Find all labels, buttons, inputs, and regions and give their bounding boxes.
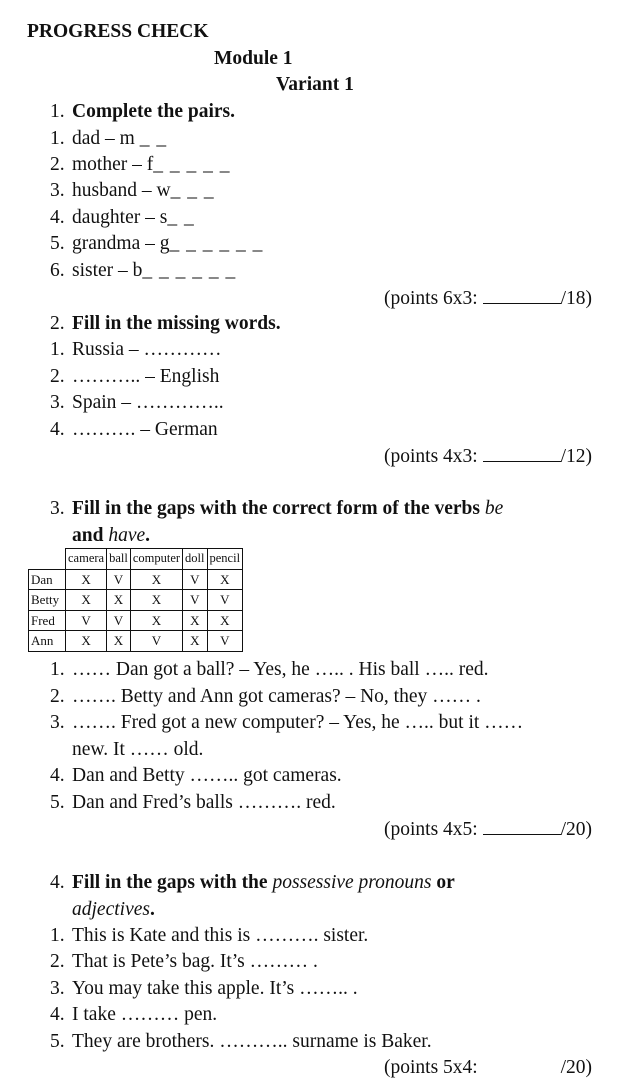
- section1-heading: [50, 99, 235, 126]
- column-header: pencil: [207, 549, 243, 570]
- section1-title: Complete the pairs.: [72, 101, 236, 122]
- table-row: [29, 610, 243, 631]
- list-item: 5. Dan and Fred’s balls ………. red.: [50, 792, 336, 813]
- list-item: 3. You may take this apple. It’s …….. .: [50, 978, 358, 999]
- table-cell: V: [66, 610, 107, 631]
- answer-blank[interactable]: _ _: [167, 207, 195, 228]
- row-name: Ann: [29, 631, 66, 652]
- column-header: camera: [66, 549, 107, 570]
- answer-blank[interactable]: _ _ _: [170, 180, 215, 201]
- list-item: 3. Spain – …………..: [50, 392, 224, 413]
- list-item: 5. grandma – g_ _ _ _ _ _: [50, 233, 264, 254]
- section2-title: Fill in the missing words.: [72, 313, 281, 334]
- score-blank[interactable]: [483, 447, 561, 462]
- table-cell: V: [107, 569, 131, 590]
- table-header-row: [29, 549, 243, 570]
- list-item: 4. ………. – German: [50, 419, 218, 440]
- section3-heading: 3. Fill in the gaps with the correct form of the verbs be: [50, 498, 504, 519]
- table-row: [29, 590, 243, 611]
- list-item: 2. ……. Betty and Ann got cameras? – No, they …… .: [50, 686, 481, 707]
- table-cell: X: [107, 631, 131, 652]
- section3-heading-line2: and have.: [72, 525, 151, 546]
- module-label: Module 1: [214, 48, 293, 69]
- table-cell: V: [207, 631, 243, 652]
- points-line: (points 4x3: /12): [384, 446, 593, 467]
- ownership-table: [28, 548, 243, 652]
- points-line: (points 6x3: /18): [384, 288, 593, 309]
- answer-blank[interactable]: _ _: [139, 128, 168, 149]
- row-name: Fred: [29, 610, 66, 631]
- score-blank[interactable]: [483, 1058, 561, 1073]
- answer-blank[interactable]: _ _ _ _ _: [153, 154, 231, 175]
- list-item: 3. ……. Fred got a new computer? – Yes, he ….. but it ……: [50, 712, 524, 733]
- list-item: 1. dad – m _ _: [50, 128, 168, 149]
- table-cell: X: [130, 569, 182, 590]
- page-title: PROGRESS CHECK: [27, 21, 209, 42]
- table-cell: X: [207, 569, 243, 590]
- score-blank[interactable]: [483, 820, 561, 835]
- section4-heading: 4. Fill in the gaps with the possessive pronouns or: [50, 872, 455, 893]
- table-cell: X: [66, 590, 107, 611]
- table-cell: X: [66, 569, 107, 590]
- answer-blank[interactable]: _ _ _ _ _ _: [142, 260, 237, 281]
- points-line: (points 5x4: /20): [384, 1057, 593, 1078]
- table-cell: X: [130, 590, 182, 611]
- list-item: 3. husband – w_ _ _: [50, 180, 215, 201]
- list-item: 1. …… Dan got a ball? – Yes, he ….. . His ball ….. red.: [50, 659, 489, 680]
- table-cell: V: [130, 631, 182, 652]
- table-row: [29, 631, 243, 652]
- points-line: (points 4x5: /20): [384, 819, 593, 840]
- table-cell: X: [183, 610, 207, 631]
- column-header: computer: [130, 549, 182, 570]
- list-item: 2. mother – f_ _ _ _ _: [50, 154, 231, 175]
- list-item: 6. sister – b_ _ _ _ _ _: [50, 260, 237, 281]
- column-header: ball: [107, 549, 131, 570]
- section1-number: 1.: [50, 101, 65, 122]
- list-item: 2. That is Pete’s bag. It’s ……… .: [50, 951, 318, 972]
- list-item: 1. Russia – …………: [50, 339, 222, 360]
- list-item: 1. This is Kate and this is ………. sister.: [50, 925, 369, 946]
- list-item: 5. They are brothers. ……….. surname is Baker.: [50, 1031, 432, 1052]
- section2-heading: 2. Fill in the missing words.: [50, 313, 281, 334]
- list-item: 4. I take ……… pen.: [50, 1004, 218, 1025]
- row-name: Dan: [29, 569, 66, 590]
- score-blank[interactable]: [483, 289, 561, 304]
- table-cell: X: [107, 590, 131, 611]
- answer-blank[interactable]: _ _ _ _ _ _: [169, 233, 264, 254]
- table-cell: X: [66, 631, 107, 652]
- list-item: 4. daughter – s_ _: [50, 207, 195, 228]
- table-row: [29, 569, 243, 590]
- table-cell: V: [183, 590, 207, 611]
- table-cell: X: [183, 631, 207, 652]
- table-cell: X: [207, 610, 243, 631]
- table-cell: V: [107, 610, 131, 631]
- section4-heading-line2: adjectives.: [72, 899, 155, 920]
- table-cell: V: [207, 590, 243, 611]
- list-item: 4. Dan and Betty …….. got cameras.: [50, 765, 342, 786]
- list-item: 2. ……….. – English: [50, 366, 220, 387]
- table-cell: X: [130, 610, 182, 631]
- list-item: new. It …… old.: [72, 739, 204, 760]
- row-name: Betty: [29, 590, 66, 611]
- column-header: doll: [183, 549, 207, 570]
- table-cell: V: [183, 569, 207, 590]
- variant-label: Variant 1: [276, 74, 354, 95]
